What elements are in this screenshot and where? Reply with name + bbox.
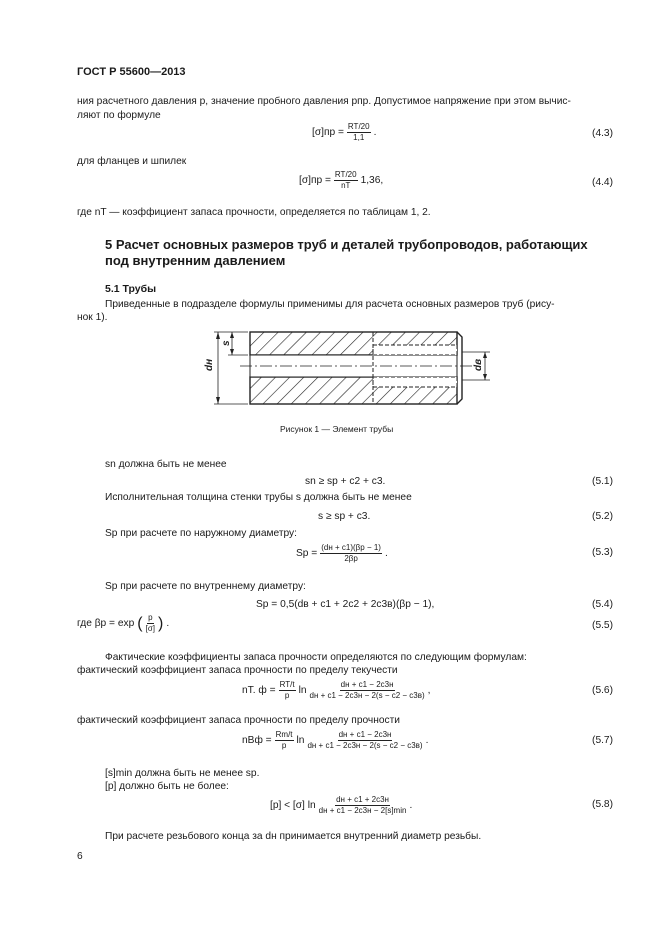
arrow [216,397,220,404]
fraction [279,680,296,701]
formula-lhs: [σ]пр = [312,127,344,138]
pipe-element-figure [200,325,500,415]
fraction [146,613,155,634]
denominator: dн + c1 − 2c3н − 2(s − c2 − c3в) [309,691,425,700]
formula-5-2: s ≥ sp + c3. [318,511,371,522]
equation-number-5-3: (5.3) [592,547,613,558]
formula-tail: . [409,800,413,811]
smin-text: [s]min должна быть не менее sp. [105,768,260,779]
equation-number-5-7: (5.7) [592,735,613,746]
formula-tail: . [384,548,388,559]
formula-5-7 [242,730,428,751]
left-paren: ( [137,614,143,632]
formula-4-3 [312,122,376,143]
formula-lhs: Sp = [296,548,318,559]
sn-text: sn должна быть не менее [105,459,227,470]
formula-lhs: где βp = exp [77,618,135,629]
numerator: dн + c1 − 2c3н [340,680,394,689]
formula-5-4: Sp = 0,5(dв + c1 + 2c2 + 2c3в)(βp − 1), [256,599,435,610]
denominator: dн + c1 − 2c3н − 2(s − c2 − c3в) [307,741,423,750]
actual-coeff-text: Фактические коэффициенты запаса прочности определяются по следующим формулам: [105,652,527,663]
label-dn: dн [204,358,215,371]
sp-outer-text: Sp при расчете по наружному диаметру: [105,528,297,539]
intro-line-1: ния расчетного давления p, значение пробного давления pпр. Допустимое напряжение при этом вычис- [77,96,571,107]
denominator: dн + c1 − 2c3н − 2[s]min [318,806,407,815]
paragraph-line-1: Приведенные в подразделе формулы применимы для расчета основных размеров труб (рису- [105,299,555,310]
equation-number-5-2: (5.2) [592,511,613,522]
fraction [319,795,407,816]
fraction [347,122,371,143]
thread-lower [373,377,457,387]
sp-inner-text: Sp при расчете по внутреннему диаметру: [105,581,306,592]
denominator: [σ] [145,624,155,633]
formula-tail: . [425,735,429,746]
numerator: RT/t [279,680,295,689]
fraction [275,730,294,751]
equation-number-4-3: (4.3) [592,128,613,139]
equation-number-4-4: (4.4) [592,177,613,188]
where-text: где nT — коэффициент запаса прочности, определяется по таблицам 1, 2. [77,207,431,218]
equation-number-5-6: (5.6) [592,685,613,696]
section-title-line-2: под внутренним давлением [105,253,286,268]
formula-4-4 [299,170,383,191]
formula-lhs: [p] < [σ] ln [270,800,316,811]
label-dv: dв [473,358,484,371]
arrow [216,332,220,339]
numerator: p [148,613,153,622]
fraction [310,680,425,701]
fraction [320,543,382,564]
thread-text: При расчете резьбового конца за dн принимается внутренний диаметр резьбы. [105,831,482,842]
denominator: p [284,691,290,700]
numerator: dн + c1 − 2c3н [338,730,392,739]
fraction [307,730,422,751]
paragraph-line-2: нок 1). [77,312,108,323]
numerator: RT/20 [334,170,357,179]
equation-number-5-4: (5.4) [592,599,613,610]
arrow [483,374,487,380]
formula-5-6 [242,680,431,701]
arrow [230,349,234,355]
document-header: ГОСТ Р 55600—2013 [77,66,186,78]
s-text: Исполнительная толщина стенки трубы s должна быть не менее [105,492,412,503]
intro-line-2: ляют по формуле [77,110,161,121]
subsection-title: 5.1 Трубы [105,283,157,295]
formula-tail: , [427,685,431,696]
ln-symbol: ln [298,685,307,696]
yield-coeff-text: фактический коэффициент запаса прочности по пределу текучести [77,665,398,676]
strength-coeff-text: фактический коэффициент запаса прочности по пределу прочности [77,715,400,726]
label-s: s [221,340,232,346]
equation-number-5-8: (5.8) [592,799,613,810]
formula-tail: . [373,127,377,138]
formula-lhs: nВф = [242,735,272,746]
formula-tail: 1,36, [360,175,384,186]
right-paren: ) [157,614,164,632]
formula-5-8 [270,795,412,816]
section-title-line-1: 5 Расчет основных размеров труб и деталей трубопроводов, работающих [105,237,588,252]
equation-number-5-5: (5.5) [592,620,613,631]
flanges-text: для фланцев и шпилек [77,156,187,167]
denominator: 2βp [344,554,358,563]
denominator: p [281,741,287,750]
formula-5-1: sn ≥ sp + c2 + c3. [305,476,386,487]
formula-tail: . [166,618,170,629]
fraction [334,170,358,191]
arrow [483,352,487,358]
formula-5-5 [77,613,169,634]
figure-caption: Рисунок 1 — Элемент трубы [280,424,394,434]
ln-symbol: ln [296,735,305,746]
numerator: (dн + c1)(βp − 1) [321,543,381,552]
denominator: nT [341,181,351,190]
formula-lhs: nТ. ф = [242,685,276,696]
denominator: 1,1 [353,133,365,142]
arrow [230,332,234,338]
numerator: RT/20 [347,122,370,131]
formula-5-3 [296,543,388,564]
formula-lhs: [σ]пр = [299,175,331,186]
thread-upper [373,345,457,355]
chamfer [457,332,462,404]
equation-number-5-1: (5.1) [592,476,613,487]
numerator: Rm/t [275,730,293,739]
page-number: 6 [77,851,83,862]
p-limit-text: [p] должно быть не более: [105,781,229,792]
numerator: dн + c1 + 2c3н [336,795,389,804]
